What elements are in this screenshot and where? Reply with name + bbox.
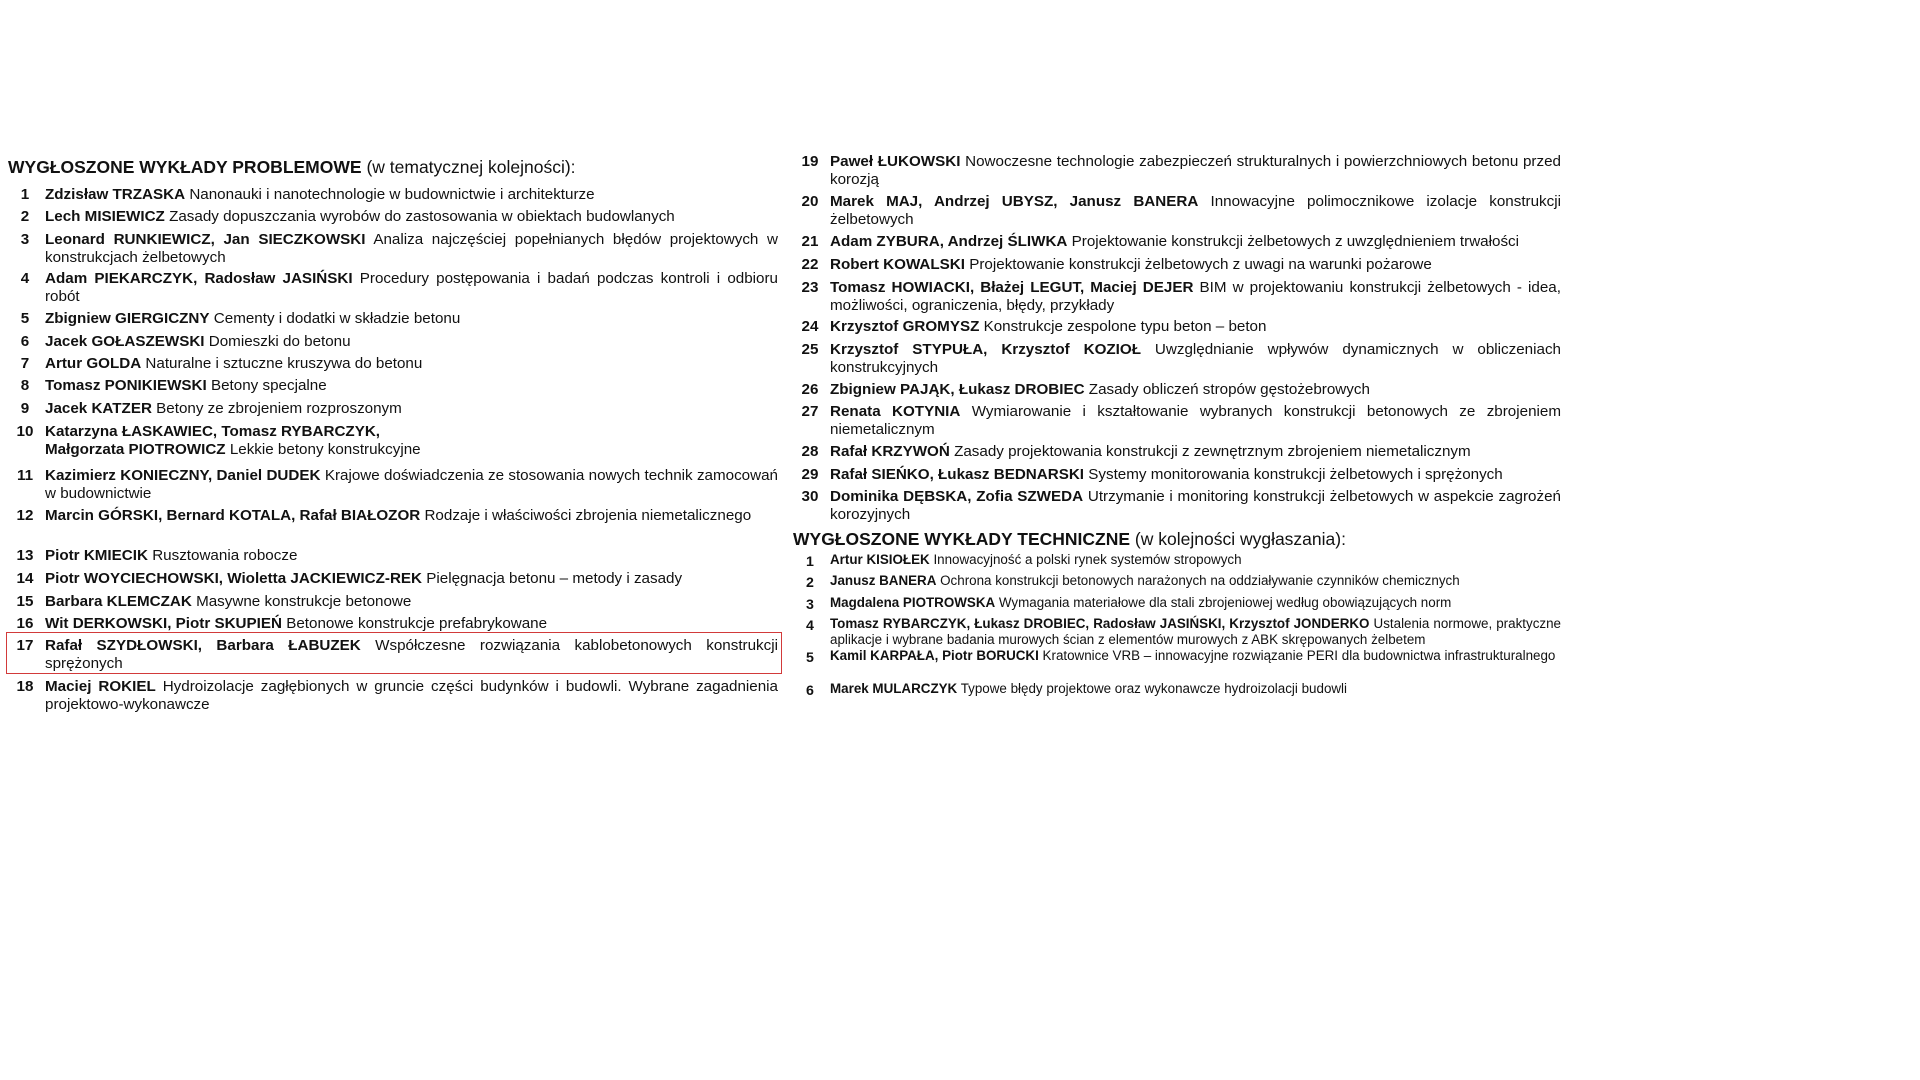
entry-title: Projektowanie konstrukcji żelbetowych z uwzględnieniem trwałości [1071,233,1520,250]
lecture-entry [8,270,778,306]
entry-title: Wymagania materiałowe dla stali zbrojeniowej według obowiązujących norm [998,595,1452,610]
entry-authors: Zbigniew GIERGICZNY [45,310,210,327]
entry-title: Konstrukcje zespolone typu beton – beton [983,318,1267,335]
entry-number: 1 [20,186,30,203]
lecture-entry [793,381,1561,399]
entry-number: 11 [16,467,34,484]
entry-title: Betony specjalne [210,377,327,394]
heading-rest: (w tematycznej kolejności): [361,157,576,177]
entry-authors: Rafał SZYDŁOWSKI, Barbara ŁABUZEK [45,637,361,654]
entry-number: 14 [16,570,34,587]
entry-number: 19 [801,153,819,170]
lecture-entry [8,615,778,633]
entry-title: Innowacyjność a polski rynek systemów stropowych [933,552,1242,567]
entry-authors: Adam PIEKARCZYK, Radosław JASIŃSKI [45,270,353,287]
entry-title: Rodzaje i właściwości zbrojenia niemetalicznego [424,507,752,524]
entry-number: 2 [20,208,30,225]
technical-entry [793,681,1561,697]
entry-number: 8 [20,377,30,394]
entry-title: Wymiarowanie i kształtowanie wybranych konstrukcji betonowych ze zbrojeniem niemetalicznym [830,403,1561,438]
lecture-entry [8,423,778,459]
entry-number: 23 [801,279,819,296]
entry-number: 5 [20,310,30,327]
entry-authors: Marek MULARCZYK [830,681,958,696]
entry-title: Innowacyjne polimocznikowe izolacje konstrukcji żelbetowych [830,193,1561,228]
entry-authors: Renata KOTYNIA [830,403,961,420]
entry-number: 2 [806,575,814,591]
technical-entry [793,648,1561,664]
entry-number: 24 [801,318,819,335]
highlight-box [6,632,782,674]
entry-title: Pielęgnacja betonu – metody i zasady [426,570,683,587]
lecture-entry [793,256,1561,274]
entry-number: 28 [801,443,819,460]
heading-bold: WYGŁOSZONE WYKŁADY PROBLEMOWE [8,157,362,177]
entry-authors: Dominika DĘBSKA, Zofia SZWEDA [830,488,1084,505]
lecture-entry [793,403,1561,439]
entry-title: Hydroizolacje zagłębionych w gruncie części budynków i budowli. Wybrane zagadnienia projektowo-wykonawcze [45,678,778,713]
entry-number: 3 [806,597,814,613]
lecture-entry [8,678,778,714]
entry-number: 4 [806,618,814,634]
entry-number: 17 [16,637,34,654]
entry-authors: Paweł ŁUKOWSKI [830,153,961,170]
entry-authors: Marek MAJ, Andrzej UBYSZ, Janusz BANERA [830,193,1199,210]
entry-authors: Marcin GÓRSKI, Bernard KOTALA, Rafał BIAŁOZOR [45,507,421,524]
entry-authors: Rafał KRZYWOŃ [830,443,950,460]
lecture-entry [8,310,778,328]
entry-authors: Janusz BANERA [830,573,937,588]
entry-number: 16 [16,615,34,632]
entry-authors: Krzysztof GROMYSZ [830,318,980,335]
lecture-entry [8,400,778,418]
lecture-entry [8,208,778,226]
lecture-entry [8,355,778,373]
entry-authors: Jacek KATZER [45,400,152,417]
entry-title: Nowoczesne technologie zabezpieczeń strukturalnych i powierzchniowych betonu przed korozją [830,153,1561,188]
entry-number: 15 [16,593,34,610]
entry-title: Kratownice VRB – innowacyjne rozwiązanie PERI dla budownictwa infrastrukturalnego [1042,648,1556,663]
entry-number: 30 [801,488,819,505]
entry-title: Analiza najczęściej popełnianych błędów projektowych w konstrukcjach żelbetowych [45,231,778,266]
entry-authors: Rafał SIEŃKO, Łukasz BEDNARSKI [830,466,1085,483]
entry-title: BIM w projektowaniu konstrukcji żelbetowych - idea, możliwości, ograniczenia, błędy, przykłady [830,279,1561,314]
lecture-entry [793,443,1561,461]
entry-number: 9 [20,400,30,417]
lecture-entry [793,341,1561,377]
entry-number: 13 [16,547,34,564]
entry-authors: Tomasz PONIKIEWSKI [45,377,207,394]
entry-title: Utrzymanie i monitoring konstrukcji żelbetowych w aspekcie zagrożeń korozyjnych [830,488,1561,523]
heading-bold: WYGŁOSZONE WYKŁADY TECHNICZNE [793,529,1131,549]
entry-authors: Tomasz RYBARCZYK, Łukasz DROBIEC, Radosław JASIŃSKI, Krzysztof JONDERKO [830,616,1370,631]
entry-title: Zasady dopuszczania wyrobów do zastosowania w obiektach budowlanych [169,208,675,225]
entry-authors: Kamil KARPAŁA, Piotr BORUCKI [830,648,1039,663]
entry-number: 1 [806,554,814,570]
entry-number: 22 [801,256,819,273]
entry-title: Uwzględnianie wpływów dynamicznych w obliczeniach konstrukcyjnych [830,341,1561,376]
entry-number: 5 [806,650,814,666]
lecture-entry [793,193,1561,229]
problem-lectures-heading [8,157,576,177]
entry-title: Ochrona konstrukcji betonowych narażonych na oddziaływanie czynników chemicznych [940,573,1460,588]
entry-authors: Adam ZYBURA, Andrzej ŚLIWKA [830,233,1068,250]
entry-number: 3 [20,231,30,248]
entry-authors: Tomasz HOWIACKI, Błażej LEGUT, Maciej DEJER [830,279,1194,296]
lecture-entry [793,153,1561,189]
technical-entry [793,595,1561,611]
lecture-entry [793,233,1561,251]
technical-lectures-heading [793,529,1346,549]
lecture-entry [793,488,1561,524]
entry-title: Nanonauki i nanotechnologie w budownictwie i architekturze [189,186,595,203]
entry-authors: Jacek GOŁASZEWSKI [45,333,205,350]
lecture-entry [8,547,778,565]
entry-title: Domieszki do betonu [208,333,351,350]
lecture-entry [8,467,778,503]
entry-title: Zasady obliczeń stropów gęstożebrowych [1088,381,1370,398]
lecture-entry [8,377,778,395]
entry-authors: Zdzisław TRZASKA [45,186,186,203]
technical-entry [793,616,1561,648]
entry-number: 26 [801,381,819,398]
entry-number: 10 [16,423,34,440]
entry-number: 4 [20,270,30,287]
entry-title: Betony ze zbrojeniem rozproszonym [156,400,402,417]
heading-rest: (w kolejności wygłaszania): [1130,529,1346,549]
entry-number: 18 [16,678,34,695]
lecture-entry [8,593,778,611]
lecture-entry [8,507,778,525]
entry-authors: Barbara KLEMCZAK [45,593,192,610]
entry-number: 6 [20,333,30,350]
entry-title: Betonowe konstrukcje prefabrykowane [286,615,548,632]
entry-title: Cementy i dodatki w składzie betonu [213,310,461,327]
lecture-entry [793,318,1561,336]
entry-authors: Piotr KMIECIK [45,547,148,564]
entry-authors: Artur GOLDA [45,355,142,372]
entry-title: Lekkie betony konstrukcyjne [229,441,421,458]
entry-number: 29 [801,466,819,483]
entry-number: 6 [806,683,814,699]
lecture-entry [8,333,778,351]
entry-title: Systemy monitorowania konstrukcji żelbetowych i sprężonych [1088,466,1503,483]
lecture-entry [793,279,1561,315]
entry-title: Krajowe doświadczenia ze stosowania nowych technik zamocowań w budownictwie [45,467,778,502]
technical-entry [793,552,1561,568]
entry-authors: Leonard RUNKIEWICZ, Jan SIECZKOWSKI [45,231,366,248]
lecture-entry [8,231,778,267]
entry-number: 12 [16,507,34,524]
entry-authors-cont: Małgorzata PIOTROWICZ [45,441,226,458]
entry-title: Naturalne i sztuczne kruszywa do betonu [145,355,423,372]
entry-number: 7 [20,355,30,372]
lecture-entry [8,570,778,588]
entry-number: 20 [801,193,819,210]
entry-title: Masywne konstrukcje betonowe [196,593,412,610]
entry-title: Procedury postępowania i badań podczas kontroli i odbioru robót [45,270,778,305]
entry-authors: Wit DERKOWSKI, Piotr SKUPIEŃ [45,615,282,632]
entry-title: Współczesne rozwiązania kablobetonowych konstrukcji sprężonych [45,637,778,672]
entry-title: Ustalenia normowe, praktyczne aplikacje i wybrane badania murowych ścian z elementów murowych z ABK skrępowanych żelbetem [830,616,1561,647]
entry-authors: Piotr WOYCIECHOWSKI, Wioletta JACKIEWICZ-REK [45,570,423,587]
entry-authors: Zbigniew PAJĄK, Łukasz DROBIEC [830,381,1085,398]
entry-title: Typowe błędy projektowe oraz wykonawcze hydroizolacji budowli [960,681,1348,696]
entry-authors: Krzysztof STYPUŁA, Krzysztof KOZIOŁ [830,341,1141,358]
entry-authors: Artur KISIOŁEK [830,552,930,567]
entry-title: Zasady projektowania konstrukcji z zewnętrznym zbrojeniem niemetalicznym [954,443,1471,460]
entry-title: Rusztowania robocze [152,547,298,564]
entry-authors: Lech MISIEWICZ [45,208,165,225]
entry-authors: Maciej ROKIEL [45,678,156,695]
entry-number: 27 [801,403,819,420]
lecture-entry [793,466,1561,484]
lecture-entry [8,186,778,204]
entry-title: Projektowanie konstrukcji żelbetowych z uwagi na warunki pożarowe [969,256,1432,273]
entry-authors: Katarzyna ŁASKAWIEC, Tomasz RYBARCZYK, [45,423,381,440]
entry-authors: Magdalena PIOTROWSKA [830,595,996,610]
entry-number: 21 [801,233,819,250]
entry-number: 25 [801,341,819,358]
entry-authors: Robert KOWALSKI [830,256,965,273]
entry-authors: Kazimierz KONIECZNY, Daniel DUDEK [45,467,321,484]
technical-entry [793,573,1561,589]
